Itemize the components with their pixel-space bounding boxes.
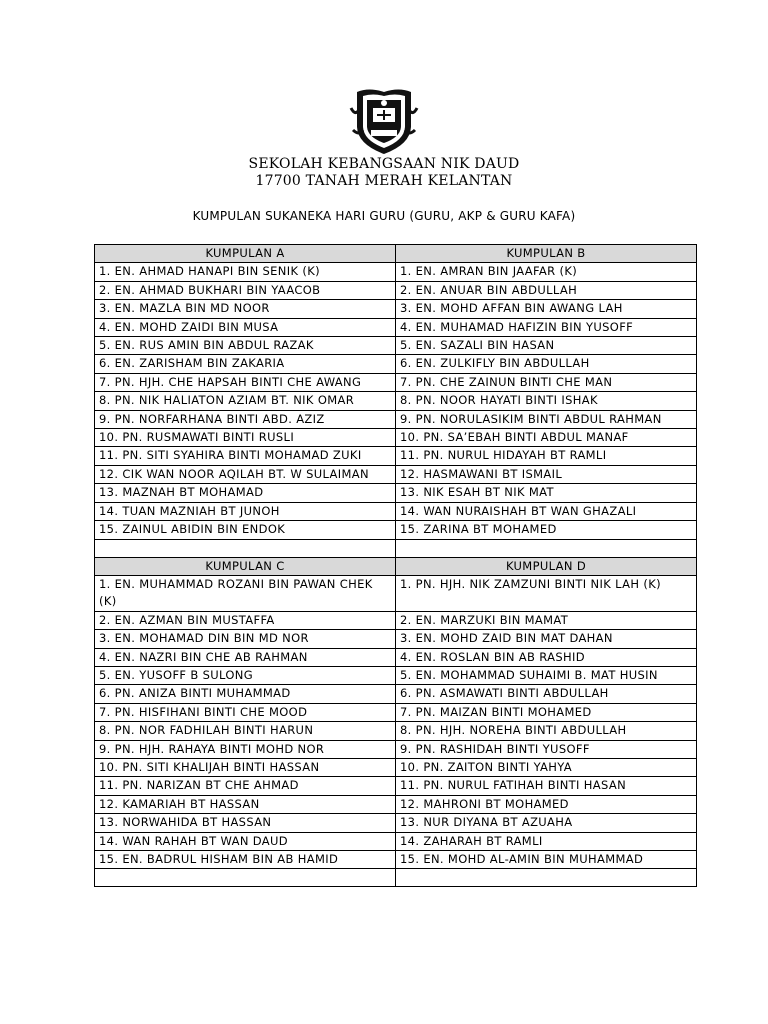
table-row	[95, 666, 697, 684]
table-row	[95, 355, 697, 373]
member-right: 12. HASMAWANI BT ISMAIL	[396, 465, 697, 483]
member-left: 2. EN. AZMAN BIN MUSTAFFA	[95, 611, 396, 629]
member-left: 10. PN. RUSMAWATI BINTI RUSLI	[95, 429, 396, 447]
member-left: 12. CIK WAN NOOR AQILAH BT. W SULAIMAN	[95, 465, 396, 483]
member-right: 10. PN. ZAITON BINTI YAHYA	[396, 758, 697, 776]
table-row	[95, 318, 697, 336]
member-left: 11. PN. NARIZAN BT CHE AHMAD	[95, 777, 396, 795]
table-row	[95, 777, 697, 795]
member-left: 4. EN. NAZRI BIN CHE AB RAHMAN	[95, 648, 396, 666]
member-right: 2. EN. ANUAR BIN ABDULLAH	[396, 281, 697, 299]
table-row	[95, 484, 697, 502]
table-row	[95, 410, 697, 428]
document-title: KUMPULAN SUKANEKA HARI GURU (GURU, AKP & GURU KAFA)	[192, 209, 576, 223]
member-right: 9. PN. NORULASIKIM BINTI ABDUL RAHMAN	[396, 410, 697, 428]
table-row	[95, 685, 697, 703]
member-right: 4. EN. ROSLAN BIN AB RASHID	[396, 648, 697, 666]
member-left: 3. EN. MAZLA BIN MD NOOR	[95, 300, 396, 318]
spacer-row	[95, 869, 697, 887]
member-left: 10. PN. SITI KHALIJAH BINTI HASSAN	[95, 758, 396, 776]
member-left: 6. PN. ANIZA BINTI MUHAMMAD	[95, 685, 396, 703]
member-left: 7. PN. HJH. CHE HAPSAH BINTI CHE AWANG	[95, 373, 396, 391]
group-title: KUMPULAN C	[95, 557, 396, 575]
member-right: 9. PN. RASHIDAH BINTI YUSOFF	[396, 740, 697, 758]
member-left: 4. EN. MOHD ZAIDI BIN MUSA	[95, 318, 396, 336]
member-left: 2. EN. AHMAD BUKHARI BIN YAACOB	[95, 281, 396, 299]
group-header-row	[95, 245, 697, 263]
member-left: 8. PN. NOR FADHILAH BINTI HARUN	[95, 722, 396, 740]
member-left: 5. EN. RUS AMIN BIN ABDUL RAZAK	[95, 337, 396, 355]
member-right: 4. EN. MUHAMAD HAFIZIN BIN YUSOFF	[396, 318, 697, 336]
table-row	[95, 795, 697, 813]
table-row	[95, 300, 697, 318]
member-left: 1. EN. MUHAMMAD ROZANI BIN PAWAN CHEK (K)	[95, 575, 396, 611]
member-left: 3. EN. MOHAMAD DIN BIN MD NOR	[95, 630, 396, 648]
member-left: 7. PN. HISFIHANI BINTI CHE MOOD	[95, 703, 396, 721]
table-row	[95, 281, 697, 299]
member-left: 13. NORWAHIDA BT HASSAN	[95, 814, 396, 832]
school-address: 17700 TANAH MERAH KELANTAN	[255, 173, 513, 189]
member-right: 2. EN. MARZUKI BIN MAMAT	[396, 611, 697, 629]
member-right: 5. EN. MOHAMMAD SUHAIMI B. MAT HUSIN	[396, 666, 697, 684]
member-right: 8. PN. HJH. NOREHA BINTI ABDULLAH	[396, 722, 697, 740]
table-row	[95, 832, 697, 850]
group-title: KUMPULAN D	[396, 557, 697, 575]
group-title: KUMPULAN B	[396, 245, 697, 263]
member-right: 7. PN. MAIZAN BINTI MOHAMED	[396, 703, 697, 721]
member-right: 11. PN. NURUL FATIHAH BINTI HASAN	[396, 777, 697, 795]
member-right: 7. PN. CHE ZAINUN BINTI CHE MAN	[396, 373, 697, 391]
member-right: 6. PN. ASMAWATI BINTI ABDULLAH	[396, 685, 697, 703]
member-left: 8. PN. NIK HALIATON AZIAM BT. NIK OMAR	[95, 392, 396, 410]
member-left: 13. MAZNAH BT MOHAMAD	[95, 484, 396, 502]
table-row	[95, 814, 697, 832]
empty-cell	[95, 869, 396, 887]
member-right: 13. NIK ESAH BT NIK MAT	[396, 484, 697, 502]
member-left: 1. EN. AHMAD HANAPI BIN SENIK (K)	[95, 263, 396, 281]
member-left: 15. EN. BADRUL HISHAM BIN AB HAMID	[95, 851, 396, 869]
group-header-row	[95, 557, 697, 575]
empty-cell	[396, 869, 697, 887]
member-left: 11. PN. SITI SYAHIRA BINTI MOHAMAD ZUKI	[95, 447, 396, 465]
member-right: 1. EN. AMRAN BIN JAAFAR (K)	[396, 263, 697, 281]
member-right: 12. MAHRONI BT MOHAMED	[396, 795, 697, 813]
member-right: 5. EN. SAZALI BIN HASAN	[396, 337, 697, 355]
member-left: 12. KAMARIAH BT HASSAN	[95, 795, 396, 813]
member-left: 5. EN. YUSOFF B SULONG	[95, 666, 396, 684]
table-row	[95, 263, 697, 281]
table-row	[95, 722, 697, 740]
table-row	[95, 851, 697, 869]
school-name: SEKOLAH KEBANGSAAN NIK DAUD	[248, 156, 520, 172]
spacer-row	[95, 539, 697, 557]
member-left: 9. PN. NORFARHANA BINTI ABD. AZIZ	[95, 410, 396, 428]
member-right: 6. EN. ZULKIFLY BIN ABDULLAH	[396, 355, 697, 373]
member-left: 9. PN. HJH. RAHAYA BINTI MOHD NOR	[95, 740, 396, 758]
member-right: 11. PN. NURUL HIDAYAH BT RAMLI	[396, 447, 697, 465]
member-right: 13. NUR DIYANA BT AZUAHA	[396, 814, 697, 832]
table-row	[95, 337, 697, 355]
table-row	[95, 521, 697, 539]
table-row	[95, 465, 697, 483]
table-row	[95, 758, 697, 776]
member-right: 8. PN. NOOR HAYATI BINTI ISHAK	[396, 392, 697, 410]
table-row	[95, 703, 697, 721]
table-row	[95, 429, 697, 447]
member-right: 1. PN. HJH. NIK ZAMZUNI BINTI NIK LAH (K)	[396, 575, 697, 611]
member-left: 15. ZAINUL ABIDIN BIN ENDOK	[95, 521, 396, 539]
table-row	[95, 392, 697, 410]
member-right: 15. ZARINA BT MOHAMED	[396, 521, 697, 539]
table-row	[95, 740, 697, 758]
member-right: 14. ZAHARAH BT RAMLI	[396, 832, 697, 850]
member-left: 14. TUAN MAZNIAH BT JUNOH	[95, 502, 396, 520]
group-title: KUMPULAN A	[95, 245, 396, 263]
member-right: 14. WAN NURAISHAH BT WAN GHAZALI	[396, 502, 697, 520]
table-row	[95, 502, 697, 520]
member-left: 6. EN. ZARISHAM BIN ZAKARIA	[95, 355, 396, 373]
group-table	[94, 244, 697, 887]
member-right: 15. EN. MOHD AL-AMIN BIN MUHAMMAD	[396, 851, 697, 869]
school-crest-logo	[349, 86, 419, 156]
table-row	[95, 648, 697, 666]
table-row	[95, 447, 697, 465]
member-right: 3. EN. MOHD AFFAN BIN AWANG LAH	[396, 300, 697, 318]
table-row	[95, 630, 697, 648]
table-row	[95, 611, 697, 629]
empty-cell	[95, 539, 396, 557]
member-right: 3. EN. MOHD ZAID BIN MAT DAHAN	[396, 630, 697, 648]
member-left: 14. WAN RAHAH BT WAN DAUD	[95, 832, 396, 850]
member-right: 10. PN. SA’EBAH BINTI ABDUL MANAF	[396, 429, 697, 447]
table-row	[95, 575, 697, 611]
empty-cell	[396, 539, 697, 557]
table-row	[95, 373, 697, 391]
